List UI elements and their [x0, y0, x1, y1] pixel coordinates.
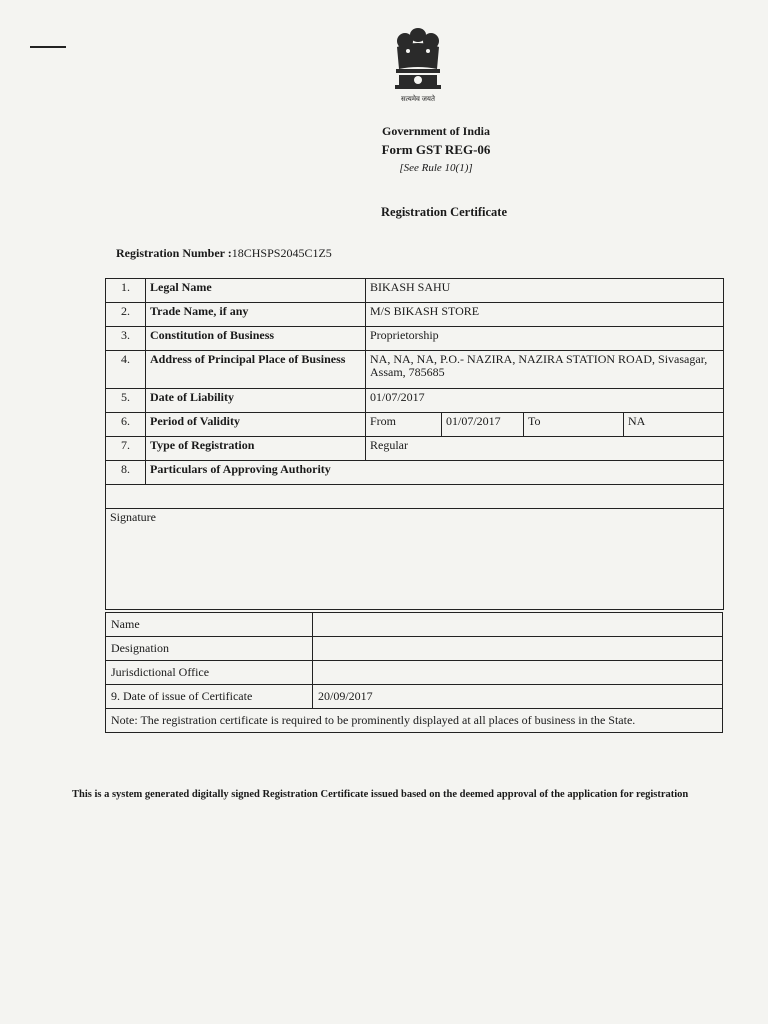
table-row — [106, 661, 723, 685]
row-number: 1. — [106, 279, 146, 303]
table-row — [106, 351, 724, 389]
table-row — [106, 413, 724, 437]
certificate-title: Registration Certificate — [381, 205, 507, 219]
field-label: Constitution of Business — [146, 327, 366, 351]
field-label: 9. Date of issue of Certificate — [106, 685, 313, 709]
field-value: M/S BIKASH STORE — [366, 303, 724, 327]
field-value: 01/07/2017 — [366, 389, 724, 413]
row-number: 8. — [106, 461, 146, 485]
field-value — [313, 661, 723, 685]
validity-to-value: NA — [624, 413, 724, 437]
scan-mark — [30, 46, 66, 48]
field-label: Designation — [106, 637, 313, 661]
row-number: 3. — [106, 327, 146, 351]
field-value: NA, NA, NA, P.O.- NAZIRA, NAZIRA STATION ROAD, Sivasagar, Assam, 785685 — [366, 351, 724, 389]
signature-row — [106, 509, 724, 610]
field-label: Trade Name, if any — [146, 303, 366, 327]
field-value: 20/09/2017 — [313, 685, 723, 709]
table-row — [106, 327, 724, 351]
emblem-motto: सत्यमेव जयते — [401, 95, 435, 103]
field-label: Jurisdictional Office — [106, 661, 313, 685]
national-emblem — [383, 25, 453, 110]
blank-cell — [106, 485, 724, 509]
rule-reference: [See Rule 10(1)] — [399, 162, 473, 174]
row-number: 5. — [106, 389, 146, 413]
table-row — [106, 461, 724, 485]
row-number: 7. — [106, 437, 146, 461]
note-row — [106, 709, 723, 733]
table-row — [106, 613, 723, 637]
field-value: Regular — [366, 437, 724, 461]
form-heading: Form GST REG-06 — [381, 142, 491, 157]
field-value: BIKASH SAHU — [366, 279, 724, 303]
row-number: 4. — [106, 351, 146, 389]
field-value — [313, 637, 723, 661]
field-label: Date of Liability — [146, 389, 366, 413]
field-label: Name — [106, 613, 313, 637]
field-value: Proprietorship — [366, 327, 724, 351]
field-label: Period of Validity — [146, 413, 366, 437]
row-number: 6. — [106, 413, 146, 437]
field-label: Address of Principal Place of Business — [146, 351, 366, 389]
field-value — [313, 613, 723, 637]
field-label: Type of Registration — [146, 437, 366, 461]
field-label: Particulars of Approving Authority — [146, 461, 724, 485]
validity-from-label: From — [366, 413, 442, 437]
signature-label: Signature — [106, 509, 724, 610]
note-text: Note: The registration certificate is required to be prominently displayed at all places of business in the State. — [106, 709, 723, 733]
details-table — [105, 278, 724, 610]
field-label: Legal Name — [146, 279, 366, 303]
registration-number — [116, 246, 332, 261]
emblem-icon — [383, 25, 453, 97]
table-row — [106, 389, 724, 413]
table-row — [106, 279, 724, 303]
table-row — [106, 637, 723, 661]
validity-to-label: To — [524, 413, 624, 437]
registration-number-value: 18CHSPS2045C1Z5 — [231, 246, 332, 260]
blank-row — [106, 485, 724, 509]
table-row — [106, 685, 723, 709]
authority-table — [105, 612, 723, 733]
row-number: 2. — [106, 303, 146, 327]
table-row — [106, 303, 724, 327]
footer-statement: This is a system generated digitally signed Registration Certificate issued based on the deemed approval of the application for registration — [72, 789, 689, 800]
government-heading: Government of India — [382, 124, 490, 138]
registration-number-label: Registration Number : — [116, 246, 232, 260]
table-row — [106, 437, 724, 461]
validity-from-value: 01/07/2017 — [442, 413, 524, 437]
